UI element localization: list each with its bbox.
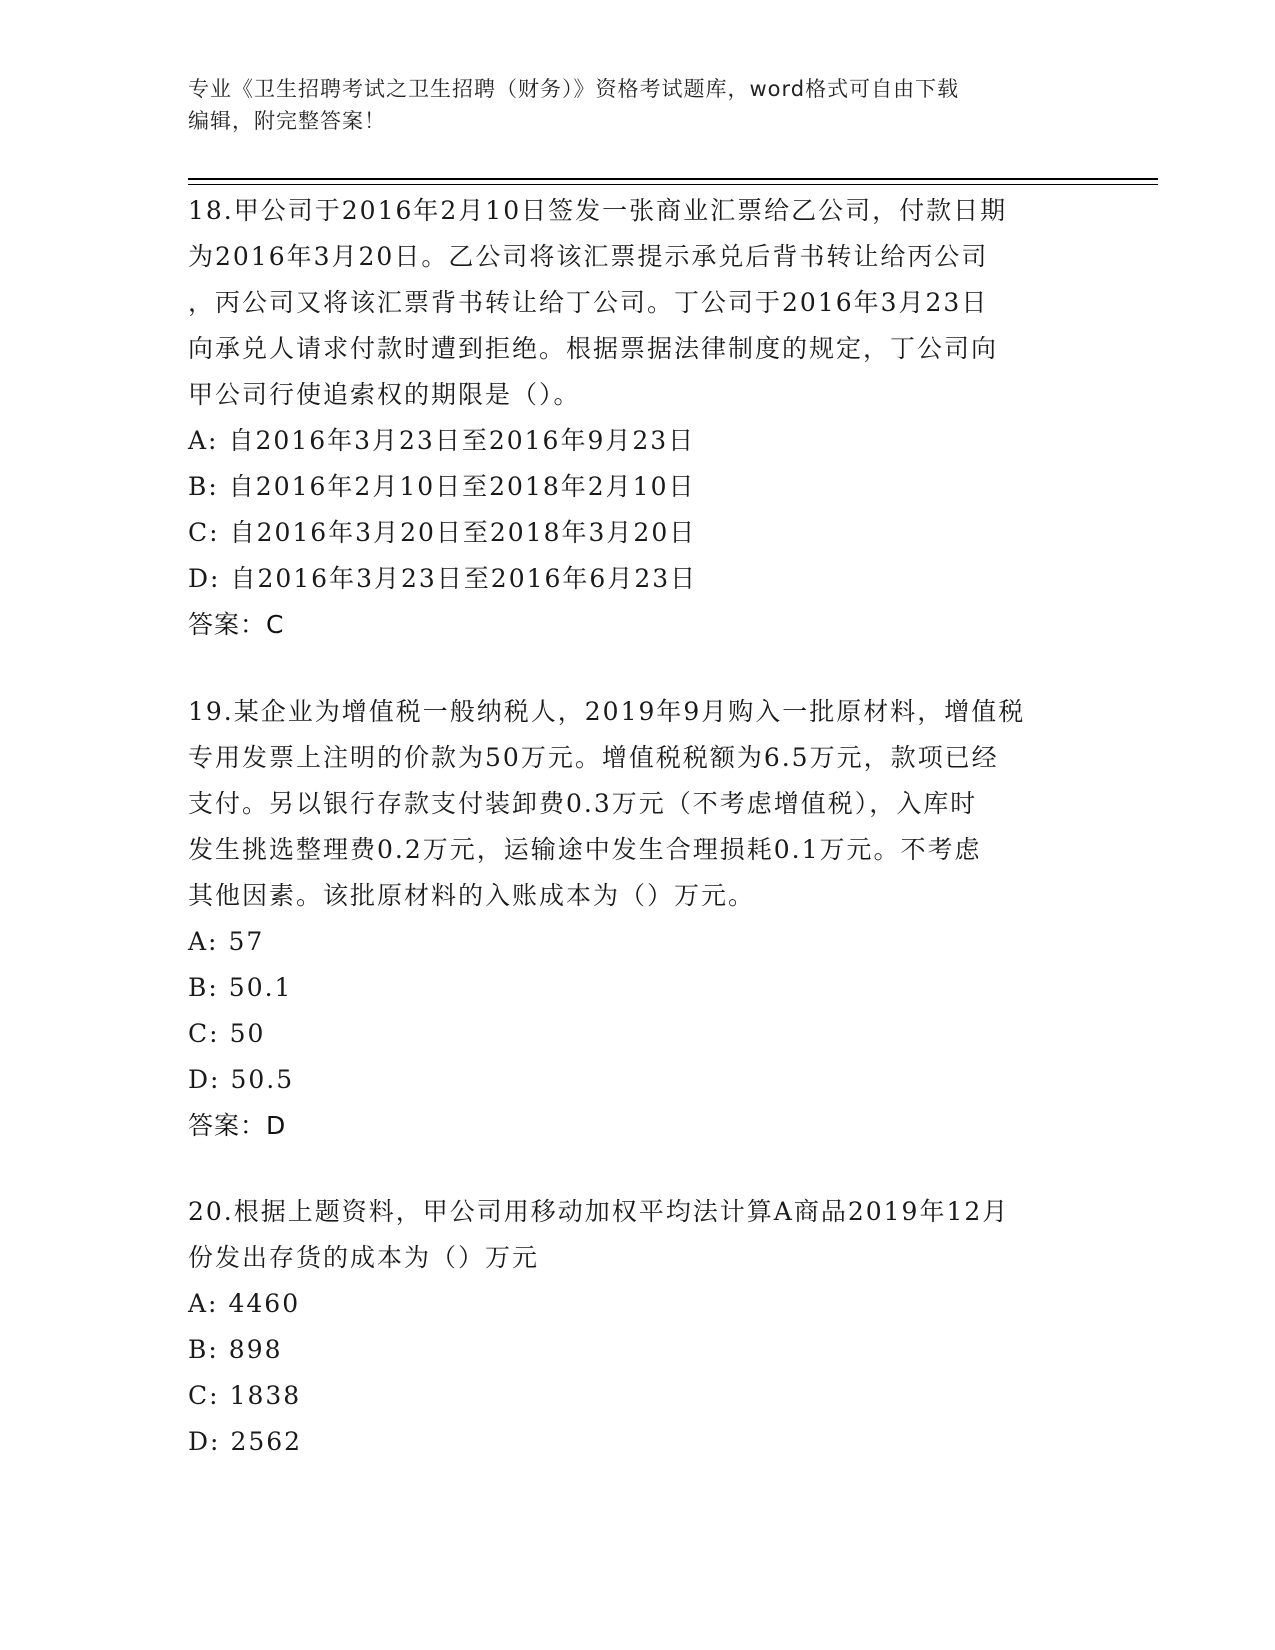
option-text: 1838: [229, 1381, 302, 1410]
option-letter: D:: [188, 1065, 221, 1094]
option-b: [188, 965, 1088, 1011]
option-text: 自2016年2月10日至2018年2月10日: [228, 472, 696, 501]
option-d: [188, 556, 1088, 602]
option-letter: C:: [188, 1381, 220, 1410]
stem-line: 甲公司行使追索权的期限是（）。: [188, 380, 581, 409]
option-text: 898: [228, 1335, 283, 1364]
option-text: 50.1: [228, 973, 293, 1002]
option-b: [188, 464, 1088, 510]
option-text: 4460: [228, 1289, 301, 1318]
option-a: [188, 1281, 1088, 1327]
option-d: [188, 1057, 1088, 1103]
option-letter: D:: [188, 1427, 221, 1456]
option-letter: A:: [188, 426, 219, 455]
stem-line: 为2016年3月20日。乙公司将该汇票提示承兑后背书转让给丙公司: [188, 242, 989, 271]
document-header: [188, 73, 1068, 137]
header-divider-thin: [188, 184, 1158, 185]
stem-line: 20.根据上题资料，甲公司用移动加权平均法计算A商品2019年12月: [188, 1197, 1010, 1226]
option-text: 57: [228, 927, 265, 956]
stem-line: 19.某企业为增值税一般纳税人，2019年9月购入一批原材料，增值税: [188, 697, 1026, 726]
option-b: [188, 1327, 1088, 1373]
option-letter: A:: [188, 927, 219, 956]
stem-line: 其他因素。该批原材料的入账成本为（）万元。: [188, 881, 756, 910]
option-text: 50.5: [230, 1065, 295, 1094]
option-letter: B:: [188, 973, 219, 1002]
option-a: [188, 919, 1088, 965]
option-letter: B:: [188, 1335, 219, 1364]
question-18: [188, 188, 1088, 648]
option-c: [188, 1373, 1088, 1419]
option-letter: B:: [188, 472, 219, 501]
option-text: 50: [229, 1019, 266, 1048]
question-stem: [188, 188, 1088, 418]
question-20: [188, 1189, 1088, 1465]
header-divider-thick: [188, 178, 1158, 180]
stem-line: 发生挑选整理费0.2万元，运输途中发生合理损耗0.1万元。不考虑: [188, 835, 982, 864]
option-text: 自2016年3月20日至2018年3月20日: [229, 518, 697, 547]
option-letter: C:: [188, 1019, 220, 1048]
stem-line: 18.甲公司于2016年2月10日签发一张商业汇票给乙公司，付款日期: [188, 196, 1008, 225]
stem-line: 向承兑人请求付款时遭到拒绝。根据票据法律制度的规定，丁公司向: [188, 334, 999, 363]
question-stem: [188, 689, 1088, 919]
question-stem: [188, 1189, 1088, 1281]
header-line-2: 编辑，附完整答案！: [188, 109, 386, 133]
option-letter: D:: [188, 564, 221, 593]
header-line-1: 专业《卫生招聘考试之卫生招聘（财务）》资格考试题库，word格式可自由下载: [188, 77, 960, 101]
option-c: [188, 1011, 1088, 1057]
question-19: [188, 689, 1088, 1149]
option-a: [188, 418, 1088, 464]
option-text: 自2016年3月23日至2016年6月23日: [230, 564, 698, 593]
stem-line: 支付。另以银行存款支付装卸费0.3万元（不考虑增值税），入库时: [188, 789, 978, 818]
answer-label: 答案：D: [188, 1111, 287, 1140]
option-letter: C:: [188, 518, 220, 547]
option-letter: A:: [188, 1289, 219, 1318]
stem-line: 份发出存货的成本为（）万元: [188, 1243, 540, 1272]
stem-line: ，丙公司又将该汇票背书转让给丁公司。丁公司于2016年3月23日: [188, 288, 989, 317]
stem-line: 专用发票上注明的价款为50万元。增值税税额为6.5万元，款项已经: [188, 743, 999, 772]
option-c: [188, 510, 1088, 556]
answer-label: 答案：C: [188, 610, 285, 639]
option-d: [188, 1419, 1088, 1465]
option-text: 2562: [230, 1427, 303, 1456]
option-text: 自2016年3月23日至2016年9月23日: [228, 426, 696, 455]
